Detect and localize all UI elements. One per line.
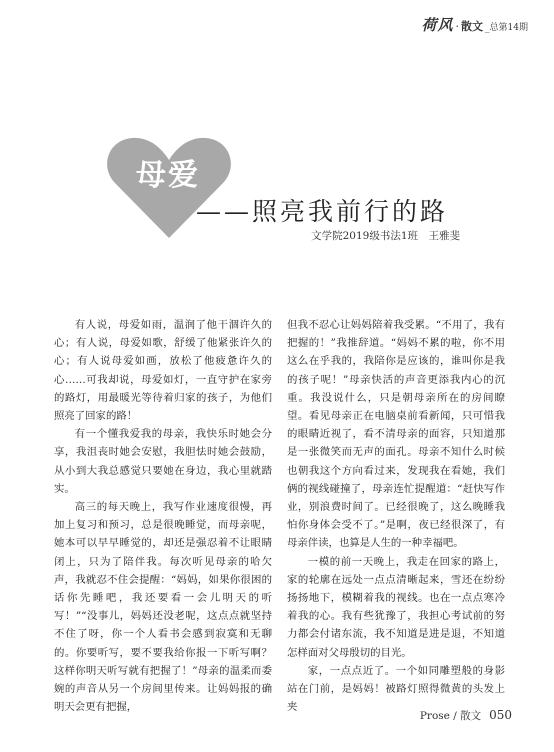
page-header (422, 14, 528, 35)
paragraph: 但我不忍心让妈妈陪着我受累。“不用了，我有把握的！”我推辞道。“妈妈不累的啦，你不用这么在乎我的，我陪你是应该的，谁叫你是我的孩子呢！”母亲快活的声音更添我内心的沉重。我没说什么，只是朝母亲所在的房间瞭望。看见母亲正在电脑桌前看新闻，只可惜我的眼睛近视了，看不清母亲的面容，只知道那是一张微笑而无声的面孔。母亲不知什么时候也朝我这个方向看过来，发现我在看她，我们俩的视线碰撞了，母亲连忙提醒道：“赶快写作业，别浪费时间了。已经很晚了，这么晚睡我怕你身体会受不了。”是啊，夜已经很深了，有母亲伴读，也算是人生的一种幸福吧。 (287, 319, 505, 550)
left-column (54, 316, 272, 716)
right-column (287, 316, 505, 716)
page-footer (420, 708, 512, 723)
paragraph: 有人说，母爱如雨，温润了他干涸许久的心；有人说，母爱如歌，舒缓了他紧张许久的心；有人说母爱如画，放松了他疲惫许久的心……可我却说，母爱如灯，一直守护在家旁的路灯，用最暖光等待着归家的孩子，为他们照亮了回家的路！ (54, 319, 272, 423)
issue-number: _总第14期 (485, 23, 528, 33)
paragraph: 家，一点点近了。一个如同雕塑般的身影站在门前，是妈妈！被路灯照得微黄的头发上夹 (287, 664, 505, 714)
page-number: 050 (489, 708, 512, 722)
article-title: ——照亮我前行的路 (196, 197, 449, 226)
heart-title: 母爱 (136, 158, 200, 193)
paragraph: 高三的每天晚上，我写作业速度很慢，再加上复习和预习，总是很晚睡觉，而母亲呢，她本可以早早睡觉的，却还是强忍着不让眼睛闭上，只为了陪伴我。每次听见母亲的哈欠声，我就忍不住会提醒：“妈妈，如果你很困的话你先睡吧，我还要看一会儿明天的听写！”“没事儿，妈妈还没老呢，这点点就坚持不住了呀，你一个人看书会感到寂寞和无聊的。你要听写，要不要我给你报一下听写啊？这样你明天听写就有把握了！”母亲的温柔而委婉的声音从另一个房间里传来。让妈妈报的确明天会更有把握， (54, 501, 272, 714)
footer-label: Prose / 散文 (419, 710, 482, 722)
header-separator: · (455, 20, 460, 33)
paragraph: 有一个懂我爱我的母亲，我快乐时她会分享，我沮丧时她会安慰，我胆怯时她会鼓励，从小到大我总感觉只要她在身边，我心里就踏实。 (54, 428, 272, 495)
magazine-logo: 荷风 (421, 16, 454, 34)
article-byline: 文学院2019级书法1班 王雅斐 (311, 230, 460, 242)
section-category: 散文 (461, 20, 484, 33)
paragraph: 一模的前一天晚上，我走在回家的路上，家的轮廓在远处一点点清晰起来，雪还在纷纷扬扬地下，模糊着我的视线。也在一点点寒冷着我的心。我有些犹豫了，我担心考试前的努力都会付诸东流，我不知道是进是退，不知道怎样面对父母殷切的目光。 (287, 555, 505, 659)
